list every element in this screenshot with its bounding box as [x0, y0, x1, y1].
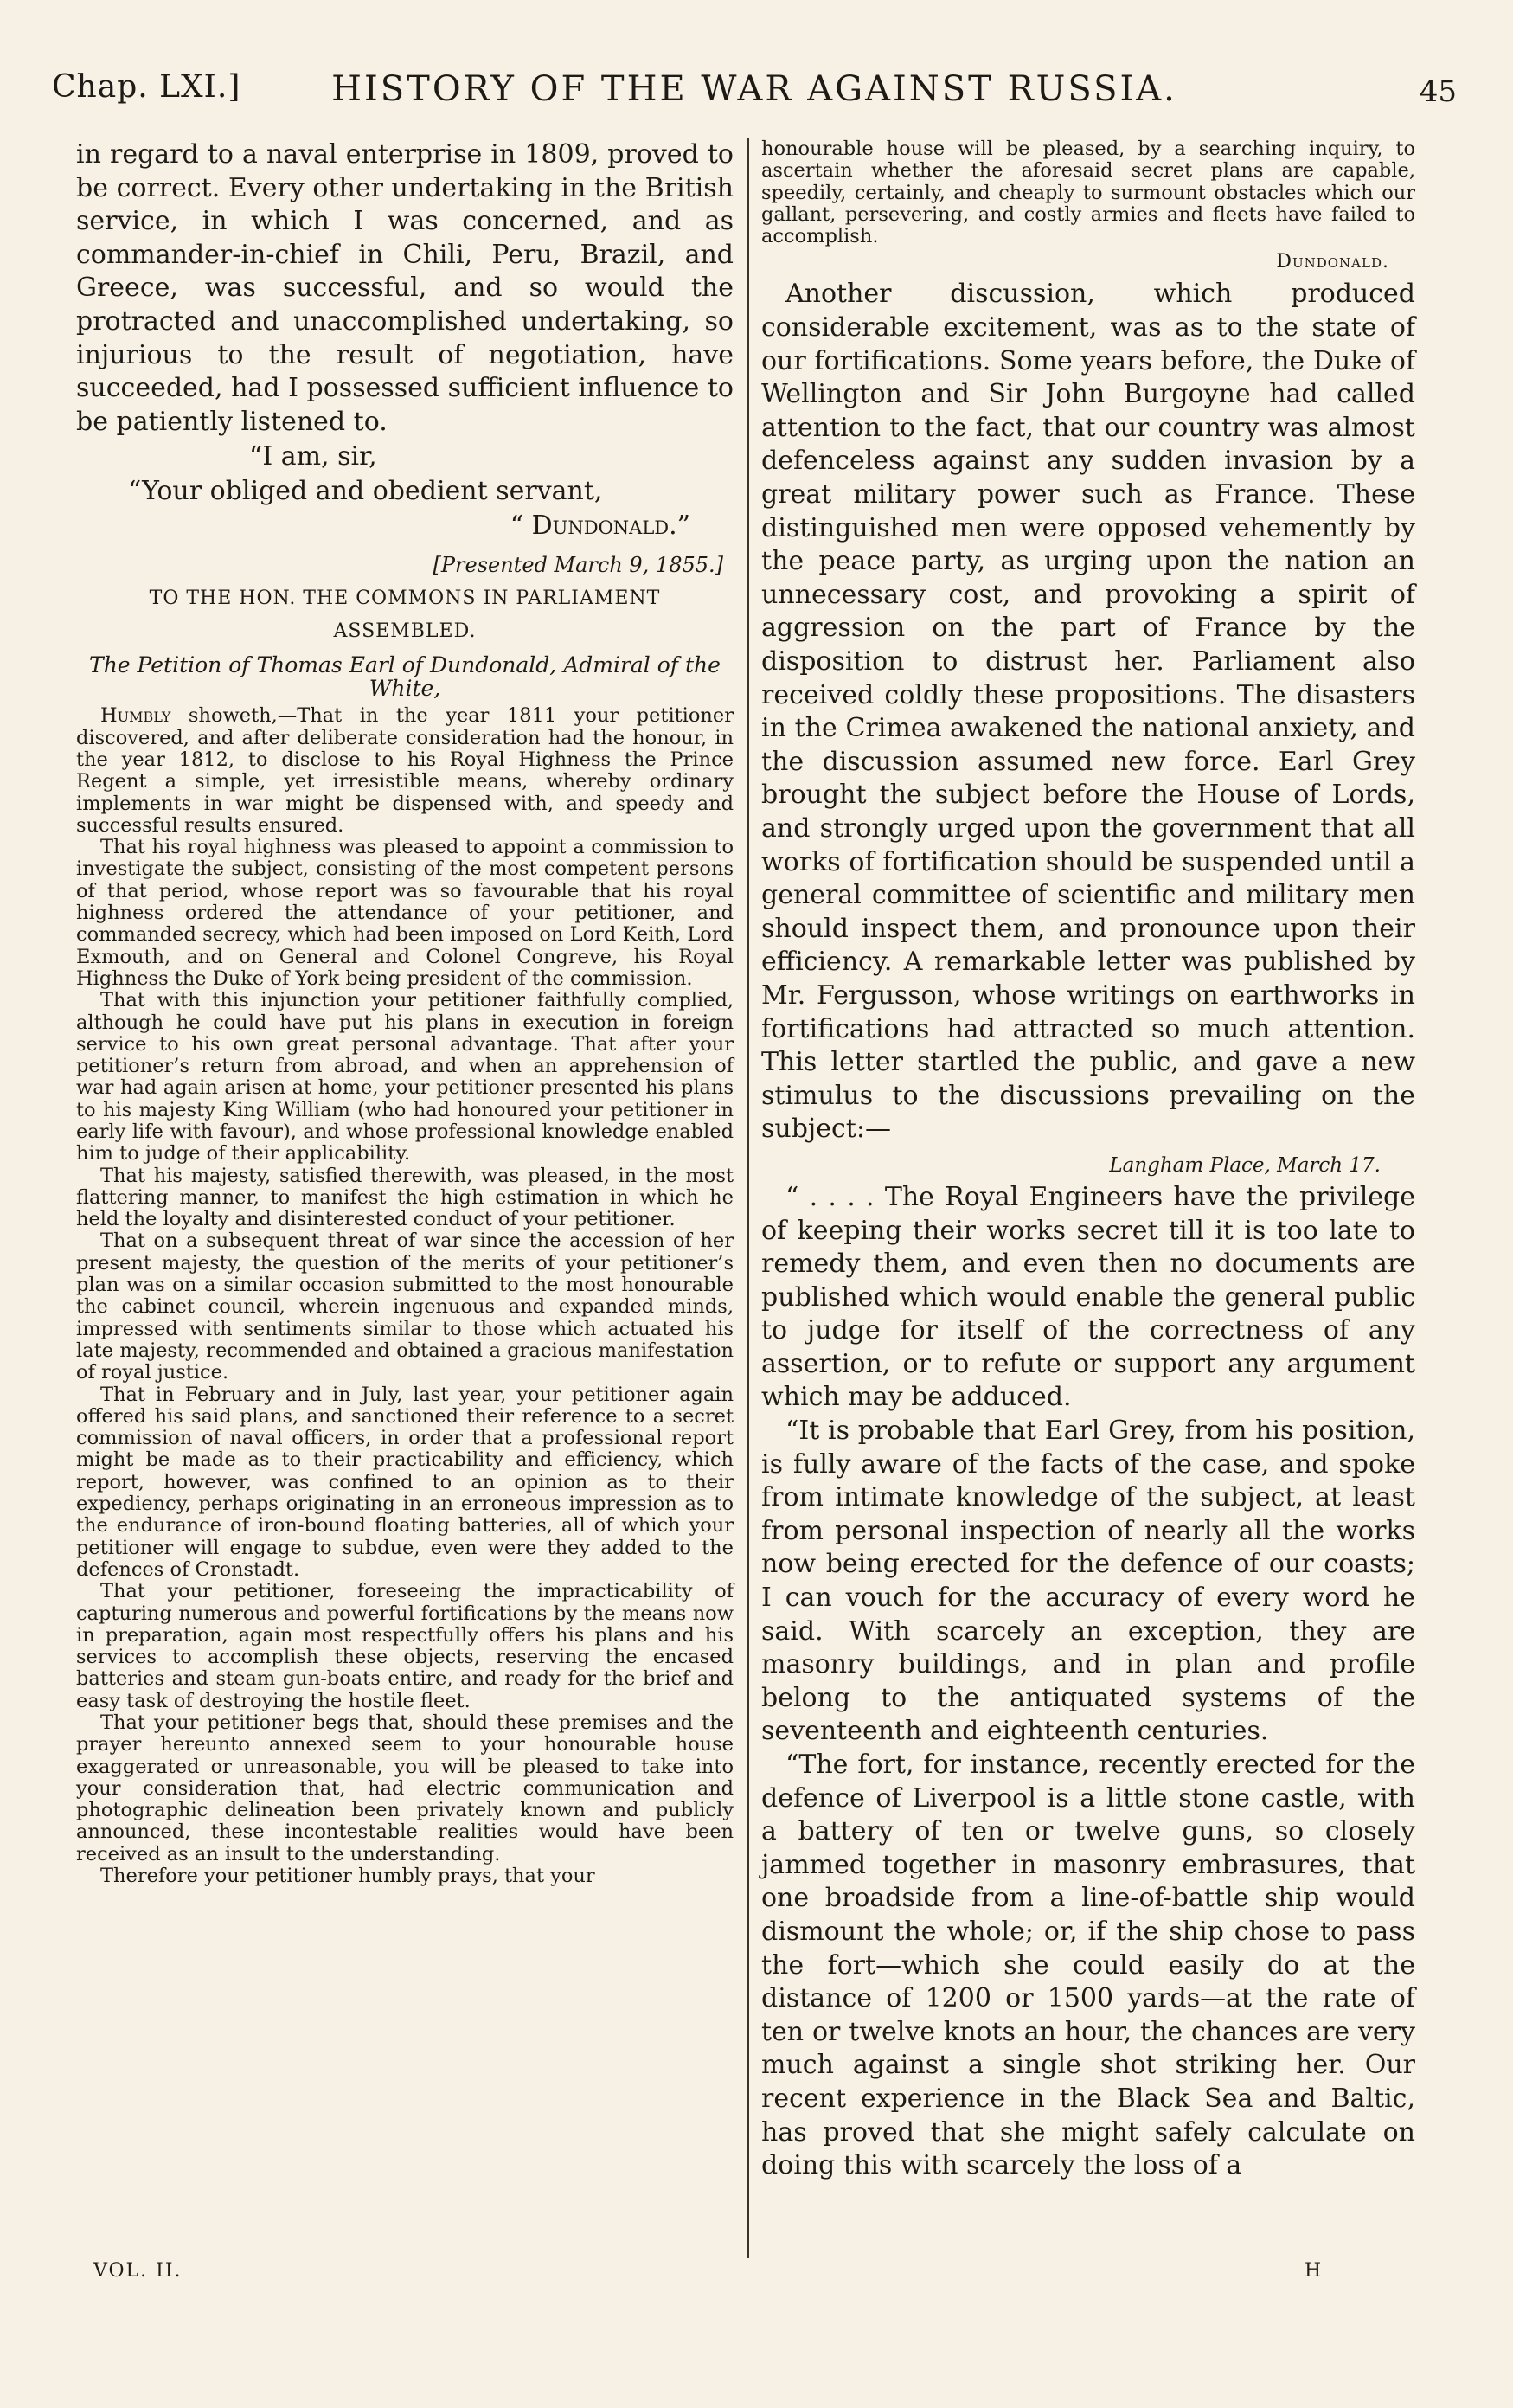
- petition-paragraph: Therefore your petitioner humbly prays, that your: [100, 1865, 595, 1888]
- signature-mark: H: [1305, 2260, 1322, 2282]
- petition-title: The Petition of Thomas Earl of Dundonald, Admiral of the White,: [89, 652, 721, 702]
- petition-paragraph: That on a subsequent threat of war since the accession of her present majesty, the question of the merits of your petitioner’s plan was on a similar occasion submitted to the most honourable the cabinet council, wherein ingenuous and expanded minds, impressed with sentiments similar to those which actuated his late majesty, recommended and obtained a gracious manifestation of royal justice.: [76, 1230, 734, 1384]
- page-footer: [76, 2260, 1426, 2295]
- quoted-paragraph: “ . . . . The Royal Engineers have the privilege of keeping their works secret till it is too late to remedy them, and even then no documents are published which would enable the general public to judge for itself of the correctness of any assertion, or to refute or support any argument which may be adduced.: [761, 1181, 1415, 1413]
- petition-paragraph: That your petitioner, foreseeing the impracticability of capturing numerous and powerful fortifications by the means now in preparation, again most respectfully offers his plans and his services to accomplish these objects, reserving the encased batteries and steam gun-boats entire, and ready for the brief and easy task of destroying the hostile fleet.: [76, 1580, 734, 1712]
- petition-addressee: TO THE HON. THE COMMONS IN PARLIAMENT: [149, 588, 661, 610]
- quoted-paragraph: “It is probable that Earl Grey, from his position, is fully aware of the facts of the case, and spoke from intimate knowledge of the subject, at least from personal inspection of nearly all the works now being erected for the defence of our coasts; I can vouch for the accuracy of every word he said. With scarcely an exception, they are masonry buildings, and in plan and profile belong to the antiquated systems of the seventeenth and eighteenth centuries.: [761, 1416, 1415, 1747]
- petition-addressee-line2: ASSEMBLED.: [333, 620, 477, 643]
- right-column: [761, 138, 1415, 2183]
- column-rule: [747, 138, 749, 2258]
- letter-signature: “ Dundonald.”: [510, 510, 690, 542]
- petition-paragraph: That with this injunction your petitioner faithfully complied, although he could have put his plans in execution in foreign service to his own great personal advantage. That after your petitioner’s return from abroad, and when an apprehension of war had again arisen at home, your petitioner presented his plans to his majesty King William (who had honoured your petitioner in early life with favour), and whose professional knowledge enabled him to judge of their applicability.: [76, 989, 734, 1165]
- petition-paragraph: Humbly showeth,—That in the year 1811 your petitioner discovered, and after deliberate consideration had the honour, in the year 1812, to disclose to his Royal Highness the Prince Regent a simple, yet irresistible means, whereby ordinary implements in war might be dispensed with, and speedy and successful results ensured.: [76, 704, 734, 837]
- chapter-label: Chap. LXI.]: [52, 69, 241, 105]
- petition-lead-word: Humbly: [100, 704, 171, 728]
- page-number: 45: [1419, 74, 1457, 109]
- letter-closing-servant: “Your obliged and obedient servant,: [128, 476, 603, 507]
- volume-label: VOL. II.: [93, 2260, 183, 2282]
- letter-closing-salutation: “I am, sir,: [249, 441, 377, 472]
- petition-paragraph: That his majesty, satisfied therewith, was pleased, in the most flattering manner, to manifest the high estimation in which he held the loyalty and disinterested conduct of your petitioner.: [76, 1164, 734, 1231]
- letter-dateline: Langham Place, March 17.: [1109, 1153, 1381, 1177]
- petition-signature: Dundonald.: [1276, 251, 1389, 273]
- running-title: HISTORY OF THE WAR AGAINST RUSSIA.: [331, 69, 1177, 109]
- left-column: [76, 138, 734, 1887]
- quoted-paragraph: “The fort, for instance, recently erected for the defence of Liverpool is a little stone castle, with a battery of ten or twelve guns, so closely jammed together in masonry embrasures, that one broadside from a line-of-battle ship would dismount the whole; or, if the ship chose to pass the fort—which she could easily do at the distance of 1200 or 1500 yards—at the rate of ten or twelve knots an hour, the chances are very much against a single shot striking her. Our recent experience in the Black Sea and Baltic, has proved that she might safely calculate on doing this with scarcely the loss of a: [761, 1750, 1415, 2181]
- petition-continuation: honourable house will be pleased, by a searching inquiry, to ascertain whether the aforesaid secret plans are capable, speedily, certainly, and cheaply to surmount obstacles which our gallant, persevering, and costly armies and fleets have failed to accomplish.: [761, 138, 1415, 248]
- presented-date: [Presented March 9, 1855.]: [433, 553, 723, 578]
- petition-paragraph: That your petitioner begs that, should these premises and the prayer hereunto annexed seem to your honourable house exaggerated or unreasonable, you will be pleased to take into your consideration that, had electric communication and photographic delineation been privately known and publicly announced, these incontestable realities would have been received as an insult to the understanding.: [76, 1711, 734, 1865]
- petition-paragraph: That his royal highness was pleased to appoint a commission to investigate the subject, consisting of the most competent persons of that period, whose report was so favourable that his royal highness ordered the attendance of your petitioner, and commanded secrecy, which had been imposed on Lord Keith, Lord Exmouth, and on General and Colonel Congreve, his Royal Highness the Duke of York being president of the commission.: [76, 836, 734, 990]
- body-paragraph: Another discussion, which produced considerable excitement, was as to the state of our fortifications. Some years before, the Duke of Wellington and Sir John Burgoyne had called attention to the fact, that our country was almost defenceless against any sudden invasion by a great military power such as France. These distinguished men were opposed vehemently by the peace party, as urging upon the nation an unnecessary cost, and provoking a spirit of aggression on the part of France by the disposition to distrust her. Parliament also received coldly these propositions. The disasters in the Crimea awakened the national anxiety, and the discussion assumed new force. Earl Grey brought the subject before the House of Lords, and strongly urged upon the government that all works of fortification should be suspended until a general committee of scientific and military men should inspect them, and pronounce upon their efficiency. A remarkable letter was published by Mr. Fergusson, whose writings on earthworks in fortifications had attracted so much attention. This letter startled the public, and gave a new stimulus to the discussions prevailing on the subject:—: [761, 279, 1415, 1145]
- running-header: [52, 69, 1457, 121]
- petition-paragraph: That in February and in July, last year, your petitioner again offered his said plans, and sanctioned their reference to a secret commission of naval officers, in order that a professional report might be made as to their practicability and efficiency, which report, however, was confined to an opinion as to their expediency, perhaps originating in an erroneous impression as to the endurance of iron-bound floating batteries, all of which your petitioner will engage to subdue, even were they added to the defences of Cronstadt.: [76, 1383, 734, 1581]
- letter-conclusion: in regard to a naval enterprise in 1809, proved to be correct. Every other undertaking in the British service, in which I was concerned, and as commander-in-chief in Chili, Peru, Brazil, and Greece, was successful, and so would the protracted and unaccomplished undertaking, so injurious to the result of negotiation, have succeeded, had I possessed sufficient influence to be patiently listened to.: [76, 139, 734, 437]
